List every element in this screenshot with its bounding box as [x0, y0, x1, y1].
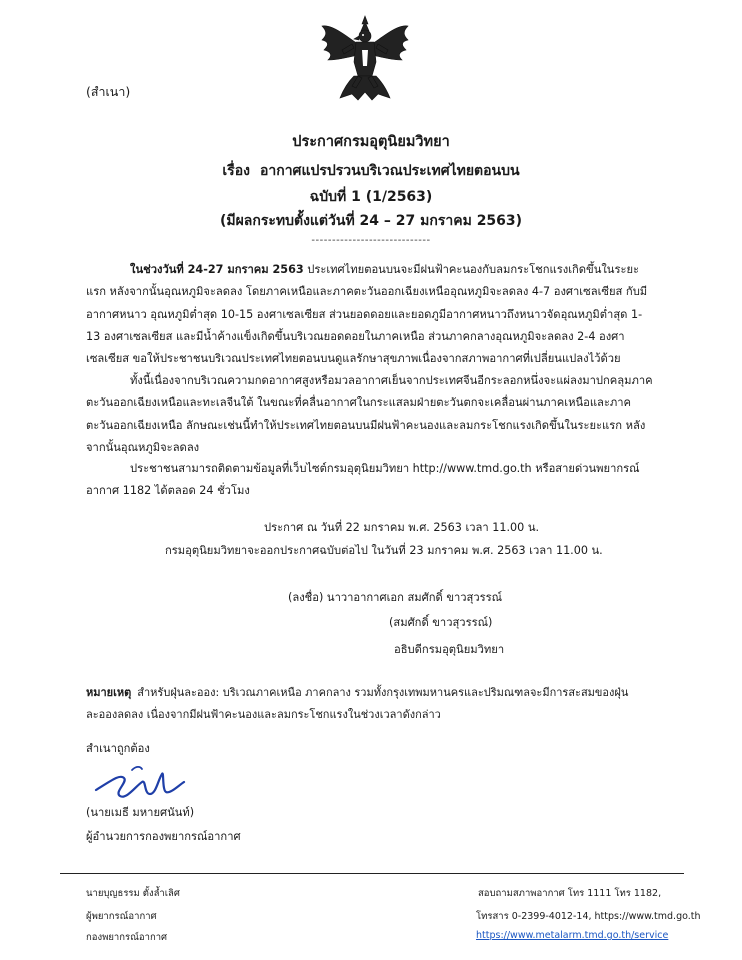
certifier-title: ผู้อำนวยการกองพยากรณ์อากาศ [86, 830, 241, 843]
next-issue-notice: กรมอุตุนิยมวิทยาจะออกประกาศฉบับต่อไป ในวันที่ 23 มกราคม พ.ศ. 2563 เวลา 11.00 น. [165, 544, 603, 557]
subject-text: อากาศแปรปรวนบริเวณประเทศไทยตอนบน [259, 163, 520, 179]
remark-label: หมายเหตุ [86, 686, 132, 699]
announcement-date: ประกาศ ณ วันที่ 22 มกราคม พ.ศ. 2563 เวลา 11.00 น. [264, 521, 540, 534]
remark [86, 682, 654, 727]
issue-number: ฉบับที่ 1 (1/2563) [309, 189, 433, 205]
signatory-position: อธิบดีกรมอุตุนิยมวิทยา [394, 643, 505, 656]
footer-fax: โทรสาร 0-2399-4012-14, https://www.tmd.go.th [476, 911, 701, 922]
remark-text: สำหรับฝุ่นละออง: บริเวณภาคเหนือ ภาคกลาง รวมทั้งกรุงเทพมหานครและปริมณฑลจะมีการสะสมของฝุ่นละอองลดลง เนื่องจากมีฝนฟ้าคะนองและลมกระโชกแรงในช่วงเวลาดังกล่าว [86, 686, 629, 722]
forecast-text: ประเทศไทยตอนบนจะมีฝนฟ้าคะนองกับลมกระโชกแรงเกิดขึ้นในระยะแรก หลังจากนั้นอุณหภูมิจะลดลง โดยภาคเหนือและภาคตะวันออกเฉียงเหนืออุณหภูมิจะลดลง 4-7 องศาเซลเซียส กับมีอากาศหนาว อุณหภูมิต่ำสุด 10-15 องศาเซลเซียส ส่วนยอดดอยและยอดภูมีอากาศหนาวถึงหนาวจัดอุณหภูมิต่ำสุด 1-13 องศาเซลเซียส และมีน้ำค้างแข็งเกิดขึ้นบริเวณยอดดอยในภาคเหนือ ส่วนภาคกลางอุณหภูมิจะลดลง 2-4 องศาเซลเซียส ขอให้ประชาชนบริเวณประเทศไทยตอนบนดูแลรักษาสุขภาพเนื่องจากสภาพอากาศที่เปลี่ยนแปลงไว้ด้วย [86, 263, 648, 366]
subject-label: เรื่อง [222, 163, 250, 179]
divider: ----------------------------- [311, 235, 431, 246]
document-title: ประกาศกรมอุตุนิยมวิทยา [292, 134, 450, 150]
signed-by: (ลงชื่อ) นาวาอากาศเอก สมศักดิ์ ขาวสุวรรณ์ [288, 591, 503, 604]
footer-phone: สอบถามสภาพอากาศ โทร 1111 โทร 1182, [478, 888, 662, 899]
cause-text: ทั้งนี้เนื่องจากบริเวณความกดอากาศสูงหรือมวลอากาศเย็นจากประเทศจีนอีกระลอกหนึ่งจะแผ่ลงมาปกคลุมภาคตะวันออกเฉียงเหนือและทะเลจีนใต้ ในขณะที่คลื่นอากาศในกระแสลมฝ่ายตะวันตกจะเคลื่อนผ่านภาคเหนือและภาคตะวันออกเฉียงเหนือ ลักษณะเช่นนี้ทำให้ประเทศไทยตอนบนมีฝนฟ้าคะนองและลมกระโชกแรงเกิดขึ้นในระยะแรก หลังจากนั้นอุณหภูมิจะลดลง [86, 374, 653, 454]
certified-copy-label: สำเนาถูกต้อง [86, 742, 150, 755]
footer-service-link[interactable]: https://www.metalarm.tmd.go.th/service [476, 930, 669, 941]
paragraph-cause [86, 370, 654, 459]
effective-period: (มีผลกระทบตั้งแต่วันที่ 24 – 27 มกราคม 2563) [219, 213, 523, 229]
certifier-name: (นายเมธี มหายศนันท์) [86, 806, 195, 819]
footer-forecaster-role: ผู้พยากรณ์อากาศ [86, 911, 157, 922]
garuda-emblem-icon [318, 14, 412, 106]
footer-division: กองพยากรณ์อากาศ [86, 932, 168, 943]
copy-label: (สำเนา) [86, 84, 131, 99]
footer-divider [60, 873, 684, 874]
contact-text: ประชาชนสามารถติดตามข้อมูลที่เว็บไซต์กรมอุตุนิยมวิทยา http://www.tmd.go.th หรือสายด่วนพยากรณ์อากาศ 1182 ได้ตลอด 24 ชั่วโมง [86, 462, 640, 498]
forecast-period: ในช่วงวันที่ 24-27 มกราคม 2563 [130, 263, 304, 276]
handwritten-signature [92, 760, 188, 804]
paragraph-contact [86, 458, 654, 503]
subject-line [0, 160, 742, 182]
signatory-name: (สมศักดิ์ ขาวสุวรรณ์) [389, 616, 493, 629]
paragraph-forecast [86, 259, 654, 370]
footer-forecaster-name: นายบุญธรรม ตั้งล้ำเลิศ [86, 888, 180, 899]
